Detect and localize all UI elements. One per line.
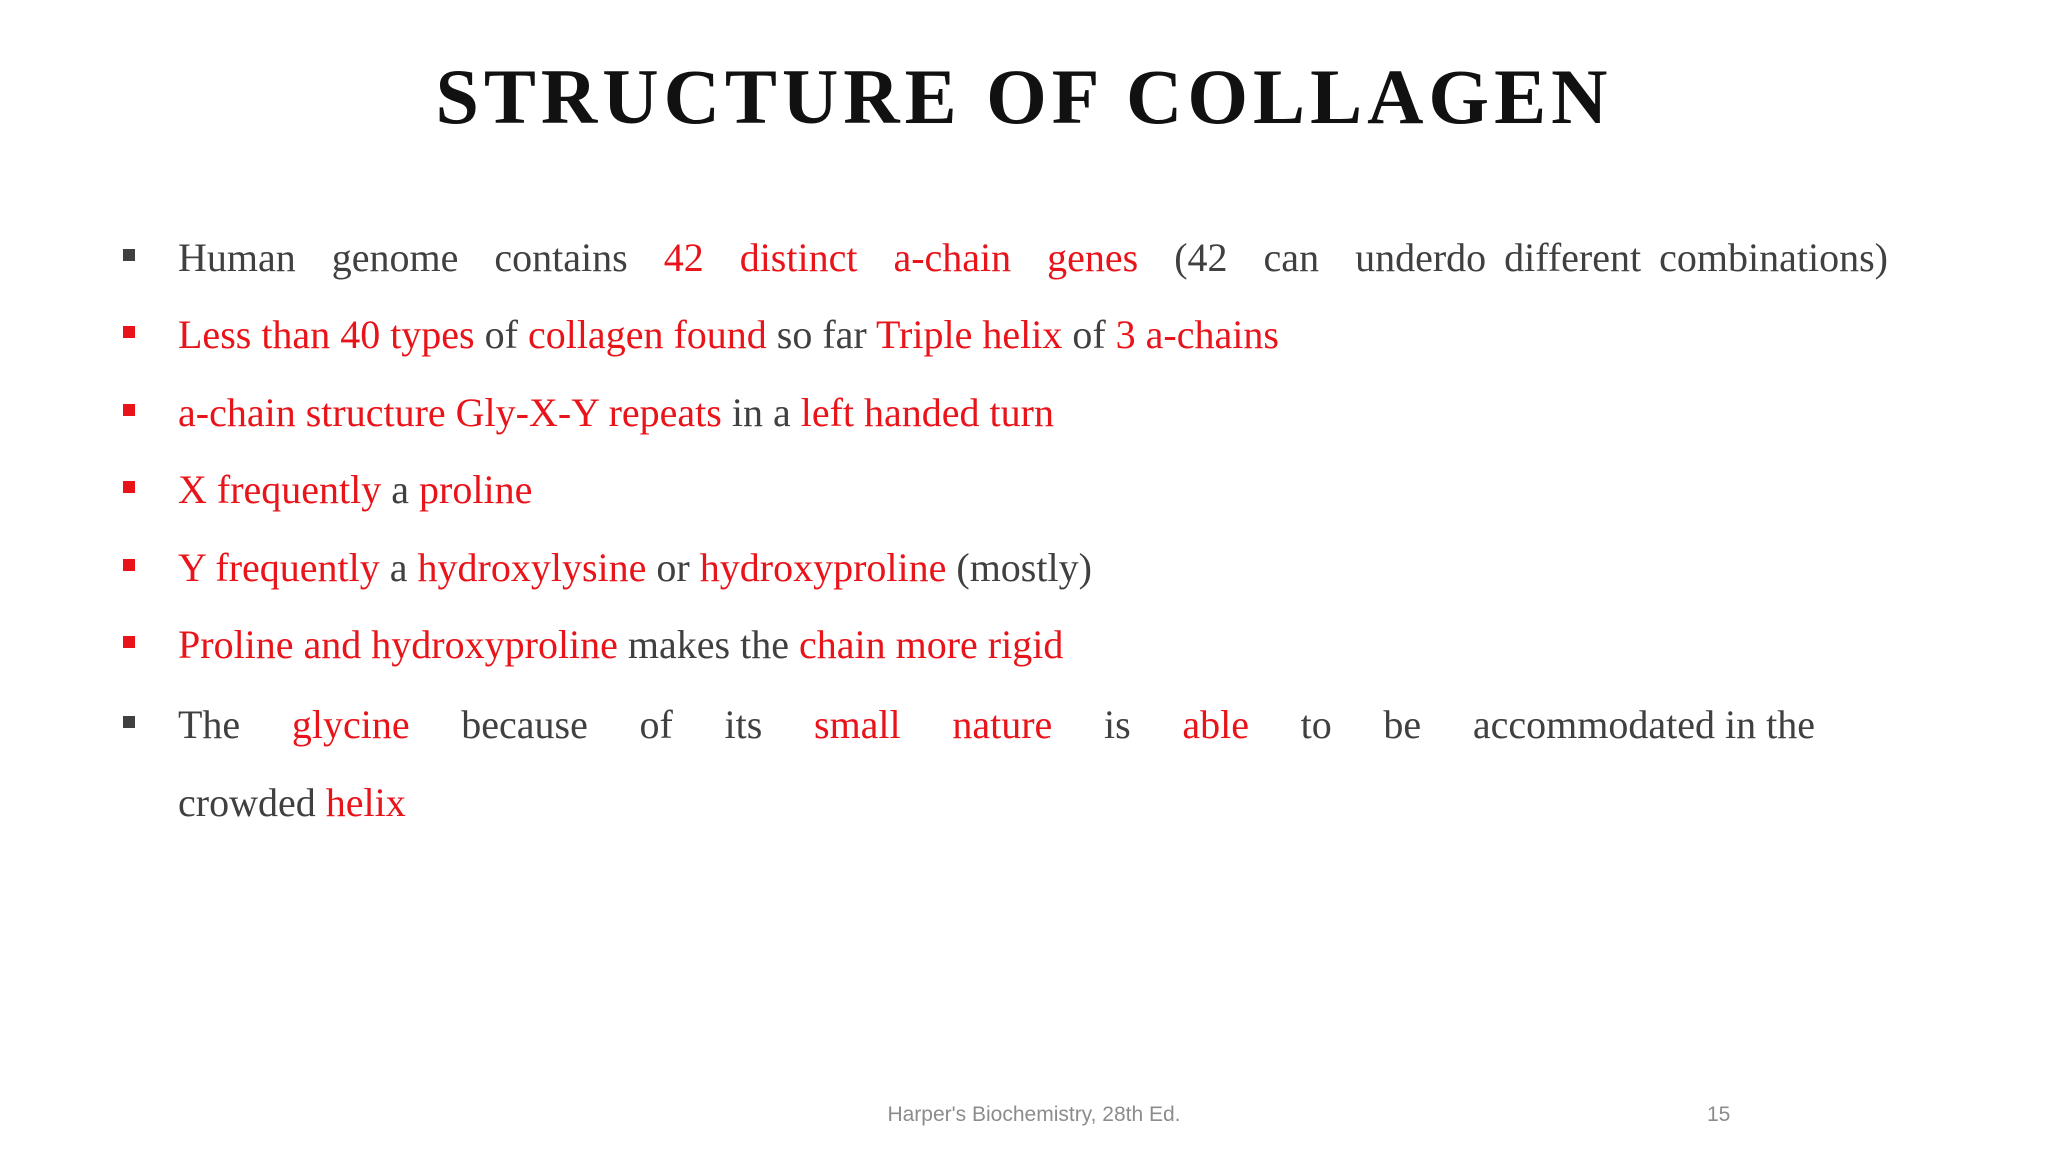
- text-segment: a: [381, 467, 420, 512]
- text-segment: left handed turn: [800, 390, 1054, 435]
- text-segment: 3 a-chains: [1115, 312, 1279, 357]
- text-word: be: [1383, 702, 1422, 747]
- text-segment: collagen found: [527, 312, 767, 357]
- text-segment: or: [646, 545, 700, 590]
- text-word: to: [1300, 702, 1332, 747]
- text-segment: of: [1062, 312, 1116, 357]
- bullet-text: [178, 467, 533, 512]
- text-word: because: [461, 702, 588, 747]
- text-segment: Proline and hydroxyproline: [178, 622, 618, 667]
- bullet-text-line-1: [178, 702, 1815, 747]
- bullet-text: [178, 312, 1279, 357]
- text-word: of: [639, 702, 673, 747]
- text-segment: a-chain structure Gly-X-Y repeats: [178, 390, 722, 435]
- bullet-text: [178, 545, 1092, 590]
- text-segment: Less than 40 types: [178, 312, 475, 357]
- square-bullet-icon: [123, 636, 135, 648]
- bullet-item-glycine: [0, 702, 2048, 825]
- text-segment: (42 can underdo different combinations): [1138, 235, 1888, 280]
- slide-title: STRUCTURE OF COLLAGEN: [435, 53, 1613, 140]
- text-segment: helix: [325, 780, 406, 825]
- text-segment: (mostly): [946, 545, 1092, 590]
- text-segment: hydroxylysine: [417, 545, 647, 590]
- bullet-text-line-2: [178, 780, 406, 825]
- bullet-item-chain-structure: [0, 390, 2048, 463]
- text-segment: proline: [419, 467, 533, 512]
- bullet-item-genome: [0, 235, 2048, 308]
- text-word: nature: [952, 702, 1053, 747]
- text-word: its: [724, 702, 763, 747]
- text-segment: a: [379, 545, 418, 590]
- bullet-text: [178, 390, 1054, 435]
- text-segment: of: [474, 312, 528, 357]
- text-word: accommodated in the: [1472, 702, 1815, 747]
- text-word: small: [814, 702, 901, 747]
- text-segment: hydroxyproline: [699, 545, 947, 590]
- page-number: 15: [1707, 1103, 1731, 1126]
- square-bullet-icon: [123, 481, 135, 493]
- bullet-item-rigid: [0, 622, 2048, 695]
- text-segment: Triple helix: [876, 312, 1063, 357]
- bullet-item-y-hydroxy: [0, 545, 2048, 618]
- square-bullet-icon: [123, 326, 135, 338]
- text-segment: chain more rigid: [798, 622, 1064, 667]
- text-segment: crowded: [178, 780, 326, 825]
- text-segment: in a: [721, 390, 801, 435]
- text-segment: makes the: [617, 622, 799, 667]
- footer-citation: Harper's Biochemistry, 28th Ed.: [887, 1103, 1181, 1126]
- bullet-text: [178, 622, 1064, 667]
- text-word: able: [1182, 702, 1249, 747]
- square-bullet-icon: [123, 404, 135, 416]
- bullet-item-x-proline: [0, 467, 2048, 540]
- bullet-text: [178, 235, 1888, 280]
- square-bullet-icon: [123, 249, 135, 261]
- text-segment: Y frequently: [178, 545, 380, 590]
- bullet-item-types: [0, 312, 2048, 385]
- square-bullet-icon: [123, 716, 135, 728]
- text-word: is: [1103, 702, 1131, 747]
- text-segment: so far: [766, 312, 877, 357]
- text-word: The: [178, 702, 241, 747]
- text-segment: Human genome contains: [178, 235, 664, 280]
- square-bullet-icon: [123, 559, 135, 571]
- text-word: glycine: [291, 702, 410, 747]
- text-segment: X frequently: [178, 467, 382, 512]
- text-segment: 42 distinct a-chain genes: [663, 235, 1139, 280]
